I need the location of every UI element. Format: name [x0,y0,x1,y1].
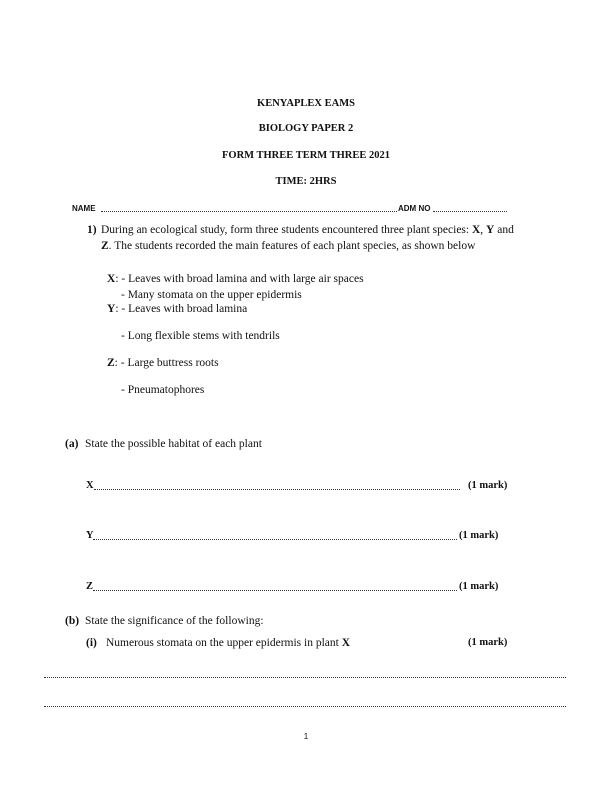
part-b-i-label: (i) [86,637,97,649]
answer-y-marks: (1 mark) [459,530,499,541]
answer-z-field[interactable] [93,590,457,591]
answer-x-field[interactable] [94,489,460,490]
part-b-label: (b) [65,615,80,627]
answer-x-marks: (1 mark) [468,480,508,491]
question-number: 1) [87,224,97,236]
label-x: X [107,273,116,285]
term-title: FORM THREE TERM THREE 2021 [221,150,391,161]
part-b-i-text [106,638,350,650]
answer-x-label: X [86,480,94,491]
school-title: KENYAPLEX EAMS [257,98,355,109]
label-z: Z [107,357,115,369]
feature-x-1 [107,274,364,286]
feature-x-2: - Many stomata on the upper epidermis [121,289,302,301]
separator: , [480,224,487,236]
feature-z-1 [107,358,219,370]
feature-text: : - Leaves with broad lamina [115,303,248,315]
answer-y-label: Y [86,530,94,541]
sub-question-text: Numerous stomata on the upper epidermis in plant [106,637,342,649]
answer-z-marks: (1 mark) [459,581,499,592]
answer-line-2[interactable] [44,706,566,707]
part-b-text: State the significance of the following: [85,615,264,627]
adm-label: ADM NO [398,204,431,213]
time-title: TIME: 2HRS [275,176,337,187]
conjunction: and [494,224,514,236]
intro-text: . The students recorded the main features of each plant species, as shown below [108,240,476,252]
feature-y-1 [107,304,247,316]
intro-text: During an ecological study, form three students encountered three plant species: [101,224,472,236]
question-intro-line1 [101,225,514,237]
question-intro-line2 [101,241,475,253]
answer-line-1[interactable] [44,677,566,678]
feature-z-2: - Pneumatophores [121,384,205,396]
part-b-i-marks: (1 mark) [468,637,508,648]
feature-y-2: - Long flexible stems with tendrils [121,330,280,342]
plant-y: Y [486,224,495,236]
name-label: NAME [72,204,96,213]
plant-x: X [341,637,351,649]
part-a-label: (a) [65,438,79,450]
answer-y-field[interactable] [93,539,457,540]
paper-title: BIOLOGY PAPER 2 [258,123,354,134]
feature-text: : - Leaves with broad lamina and with large air spaces [115,273,364,285]
adm-field[interactable] [433,211,507,212]
answer-z-label: Z [86,581,94,592]
plant-z: Z [101,240,109,252]
name-field[interactable] [101,211,397,212]
page-number: 1 [303,732,309,741]
plant-x: X [471,224,481,236]
part-a-text: State the possible habitat of each plant [85,438,262,450]
label-y: Y [107,303,116,315]
feature-text: : - Large buttress roots [114,357,219,369]
